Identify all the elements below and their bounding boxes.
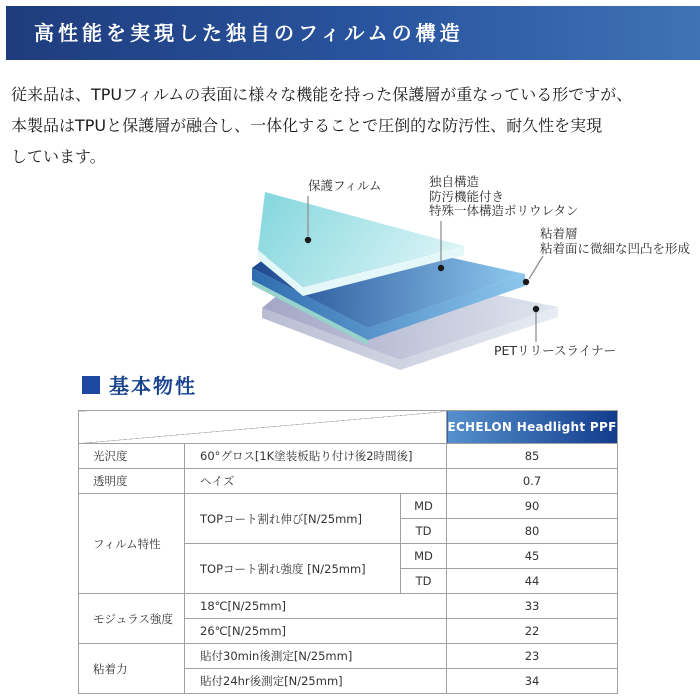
param-cell: TOPコート割れ強度 [N/25mm] [185, 544, 401, 594]
product-column-header: ECHELON Headlight PPF [447, 411, 618, 444]
value-cell: 90 [447, 494, 618, 519]
value-cell: 34 [447, 669, 618, 694]
label-dot [533, 306, 539, 312]
film-structure-diagram [230, 170, 690, 370]
value-cell: 45 [447, 544, 618, 569]
banner-title: 高性能を実現した独自のフィルムの構造 [34, 21, 464, 45]
label-protective-film: 保護フィルム [308, 178, 382, 193]
intro-line: 本製品はTPUと保護層が融合し、一体化することで圧倒的な防汚性、耐久性を実現 [11, 116, 603, 135]
param-cell: 貼付30min後測定[N/25mm] [185, 644, 447, 669]
label-dot [305, 237, 311, 243]
direction-cell: TD [401, 569, 447, 594]
label-dot [438, 265, 444, 271]
label-pet-liner: PETリリースライナー [494, 343, 617, 358]
param-cell: 18℃[N/25mm] [185, 594, 447, 619]
param-cell: TOPコート割れ伸び[N/25mm] [185, 494, 401, 544]
value-cell: 80 [447, 519, 618, 544]
label-line: 独自構造 [429, 174, 480, 189]
param-cell: 貼付24hr後測定[N/25mm] [185, 669, 447, 694]
intro-paragraph [11, 79, 696, 172]
label-line: 特殊一体構造ポリウレタン [429, 203, 579, 218]
value-cell: 22 [447, 619, 618, 644]
value-cell: 23 [447, 644, 618, 669]
param-cell: 60°グロス[1K塗装板貼り付け後2時間後] [185, 444, 447, 469]
category-cell: フィルム特性 [79, 494, 185, 594]
intro-line: 従来品は、TPUフィルムの表面に様々な機能を持った保護層が重なっている形ですが、 [11, 85, 633, 104]
direction-cell: MD [401, 494, 447, 519]
table-corner-cell [79, 411, 447, 444]
direction-cell: TD [401, 519, 447, 544]
label-line: 防汚機能付き [429, 188, 505, 204]
category-cell: 光沢度 [79, 444, 185, 469]
intro-line: しています。 [11, 147, 106, 166]
label-dot [523, 279, 529, 285]
value-cell: 0.7 [447, 469, 618, 494]
section-banner [6, 6, 700, 60]
label-polyurethane [429, 175, 579, 219]
basic-properties-table [78, 410, 618, 694]
label-line: 粘着層 [540, 226, 578, 241]
direction-cell: MD [401, 544, 447, 569]
value-cell: 85 [447, 444, 618, 469]
section-title: 基本物性 [109, 374, 197, 398]
section-marker-square [82, 376, 100, 394]
label-adhesive-layer [540, 227, 690, 256]
category-cell: 透明度 [79, 469, 185, 494]
basic-properties-heading [82, 370, 197, 399]
label-line: 粘着面に微細な凹凸を形成 [540, 240, 691, 256]
value-cell: 44 [447, 569, 618, 594]
param-cell: 26℃[N/25mm] [185, 619, 447, 644]
category-cell: モジュラス強度 [79, 594, 185, 644]
param-cell: ヘイズ [185, 469, 447, 494]
category-cell: 粘着力 [79, 644, 185, 694]
leader-line-adhesive [529, 256, 543, 279]
value-cell: 33 [447, 594, 618, 619]
